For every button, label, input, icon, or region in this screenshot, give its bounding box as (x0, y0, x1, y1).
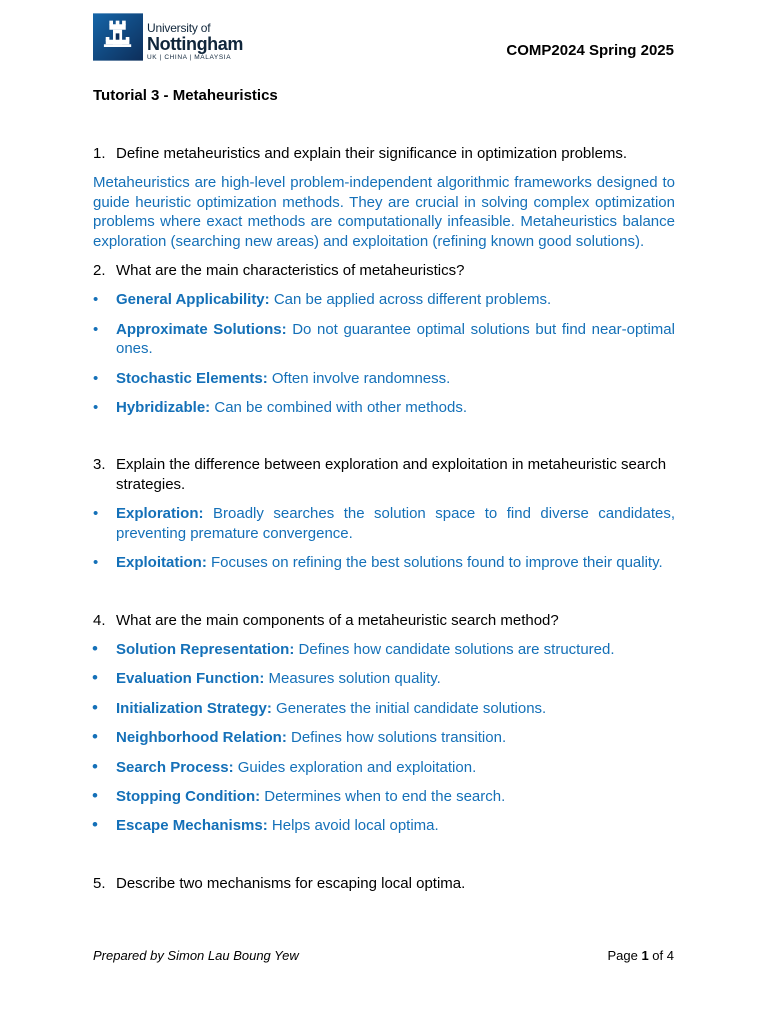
bullet-item (93, 787, 675, 806)
tutorial-title: Tutorial 3 - Metaheuristics (93, 87, 278, 104)
logo-line-university: University of (147, 21, 211, 35)
page-of: of (652, 948, 664, 963)
bullet-desc: Helps avoid local optima. (271, 817, 439, 835)
bullet-icon: • (93, 399, 99, 417)
bullet-term: Escape Mechanisms: (116, 817, 268, 835)
bullet-term: Initialization Strategy: (116, 699, 272, 717)
bullet-term: Evaluation Function: (116, 670, 265, 688)
bullet-item (93, 758, 675, 777)
bullet-term: Search Process: (116, 758, 234, 776)
bullet-item (93, 699, 675, 718)
question-text: Describe two mechanisms for escaping local optima. (116, 874, 466, 892)
bullet-icon: • (92, 815, 98, 835)
bullet-item (93, 320, 675, 359)
bullet-item (93, 728, 675, 747)
bullet-desc: Defines how solutions transition. (291, 729, 507, 747)
bullet-desc: Guides exploration and exploitation. (237, 758, 477, 776)
bullet-icon: • (93, 505, 99, 523)
question-number: 5. (93, 874, 106, 892)
footer-author: Prepared by Simon Lau Boung Yew (93, 948, 299, 963)
bullet-item (93, 398, 675, 417)
bullet-item (93, 669, 675, 688)
bullet-item (93, 290, 675, 309)
bullet-term: Hybridizable: (116, 399, 211, 417)
question-number: 1. (93, 145, 106, 162)
bullet-item (93, 816, 675, 835)
bullet-icon: • (92, 668, 98, 688)
bullet-term: Solution Representation: (116, 640, 295, 658)
bullet-desc: Often involve randomness. (271, 369, 451, 387)
question-2 (93, 261, 675, 280)
bullet-term: Stopping Condition: (116, 787, 261, 805)
bullet-desc: Can be combined with other methods. (214, 399, 468, 417)
bullet-term: Approximate Solutions: (116, 320, 287, 338)
university-logo (93, 11, 243, 64)
bullet-term: General Applicability: (116, 291, 270, 309)
bullet-icon: • (92, 727, 98, 747)
bullet-desc: Measures solution quality. (268, 670, 441, 688)
bullet-icon: • (92, 697, 98, 717)
page-total: 4 (666, 948, 674, 963)
bullet-desc: Defines how candidate solutions are structured. (298, 640, 615, 658)
bullet-item (93, 504, 675, 543)
tutorial-content (93, 144, 675, 893)
footer-page-number (607, 948, 674, 963)
castle-crest-icon (93, 11, 143, 63)
bullet-icon: • (93, 291, 99, 309)
bullet-icon: • (92, 785, 98, 805)
question-1 (93, 144, 675, 163)
bullet-desc: Generates the initial candidate solutions. (276, 699, 547, 717)
logo-line-nottingham: Nottingham (147, 34, 243, 54)
course-code: COMP2024 Spring 2025 (506, 42, 674, 59)
question-text: What are the main components of a metaheuristic search method? (116, 611, 559, 629)
question-5 (93, 874, 675, 893)
bullet-term: Neighborhood Relation: (116, 729, 287, 747)
question-text: Explain the difference between exploration and exploitation in metaheuristic search strategies. (116, 456, 667, 493)
bullet-icon: • (93, 554, 99, 572)
question-number: 2. (93, 262, 106, 280)
logo-line-campuses: UK | CHINA | MALAYSIA (147, 54, 232, 61)
bullet-term: Exploitation: (116, 554, 207, 572)
bullet-desc: Can be applied across different problems. (273, 291, 552, 309)
bullet-icon: • (93, 320, 99, 338)
question-number: 4. (93, 611, 106, 629)
question-number: 3. (93, 456, 106, 474)
bullet-desc: Broadly searches the solution space to find diverse candidates, preventing premature convergence. (116, 505, 675, 542)
page-current: 1 (641, 948, 649, 963)
bullet-icon: • (92, 756, 98, 776)
bullet-desc: Determines when to end the search. (264, 787, 506, 805)
question-text: What are the main characteristics of metaheuristics? (116, 262, 465, 280)
bullet-term: Stochastic Elements: (116, 369, 268, 387)
question-4 (93, 611, 675, 630)
logo-wordmark (147, 22, 243, 63)
bullet-term: Exploration: (116, 505, 204, 523)
bullet-desc: Focuses on refining the best solutions found to improve their quality. (211, 554, 663, 572)
bullet-icon: • (92, 638, 98, 658)
bullet-item (93, 640, 675, 659)
bullet-icon: • (93, 369, 99, 387)
page-label: Page (607, 948, 638, 963)
bullet-desc: Do not guarantee optimal solutions but find near-optimal ones. (116, 320, 675, 358)
answer-1: Metaheuristics are high-level problem-independent algorithmic frameworks designed to guide heuristic optimization methods. They are crucial in solving complex optimization problems where exact methods are computationally infeasible. Metaheuristics balance exploration (searching new areas) and exploitation (refining known good solutions). (93, 174, 675, 250)
bullet-item (93, 369, 675, 388)
question-3 (93, 455, 675, 494)
bullet-item (93, 553, 675, 572)
question-text: Define metaheuristics and explain their significance in optimization problems. (116, 145, 628, 162)
